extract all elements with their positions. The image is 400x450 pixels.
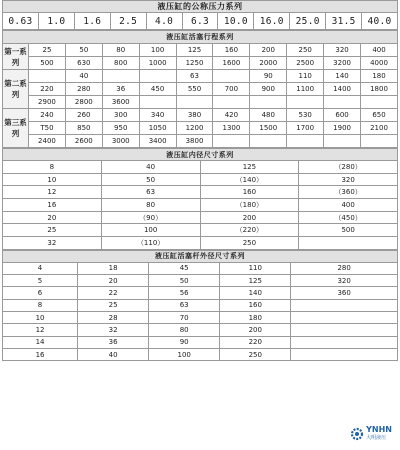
stroke-cell bbox=[139, 96, 176, 109]
rod-row bbox=[3, 348, 398, 360]
stroke-cell: 125 bbox=[176, 44, 213, 57]
stroke-cell: 1700 bbox=[287, 122, 324, 135]
pressure-value: 0.63 bbox=[3, 13, 39, 30]
stroke-row bbox=[3, 96, 398, 109]
stroke-cell: 480 bbox=[250, 109, 287, 122]
pressure-value: 10.0 bbox=[218, 13, 254, 30]
bore-cell: 32 bbox=[3, 237, 102, 250]
stroke-cell: 320 bbox=[324, 44, 361, 57]
stroke-cell: 4000 bbox=[361, 57, 398, 70]
bore-cell: 80 bbox=[101, 199, 200, 212]
bore-cell: 10 bbox=[3, 173, 102, 186]
stroke-row bbox=[3, 83, 398, 96]
stroke-cell: 1900 bbox=[324, 122, 361, 135]
rod-cell: 50 bbox=[149, 275, 220, 287]
rod-cell: 56 bbox=[149, 287, 220, 299]
stroke-cell: 2900 bbox=[29, 96, 66, 109]
stroke-cell bbox=[213, 70, 250, 83]
stroke-cell: 700 bbox=[213, 83, 250, 96]
pressure-value: 40.0 bbox=[362, 13, 398, 30]
stroke-cell: 100 bbox=[139, 44, 176, 57]
rod-cell: 250 bbox=[220, 348, 291, 360]
rod-cell: 90 bbox=[149, 336, 220, 348]
stroke-cell: 300 bbox=[102, 109, 139, 122]
stroke-cell: 50 bbox=[65, 44, 102, 57]
stroke-row bbox=[3, 44, 398, 57]
bore-cell: 25 bbox=[3, 224, 102, 237]
pressure-values-row bbox=[3, 13, 398, 30]
bore-row bbox=[3, 199, 398, 212]
rod-cell: 180 bbox=[220, 312, 291, 324]
brand-watermark bbox=[350, 426, 392, 442]
bore-row bbox=[3, 161, 398, 174]
stroke-cell: 2400 bbox=[29, 135, 66, 148]
bore-cell: 63 bbox=[101, 186, 200, 199]
stroke-cell: 250 bbox=[287, 44, 324, 57]
bore-cell: （90） bbox=[101, 211, 200, 224]
stroke-cell: 1050 bbox=[139, 122, 176, 135]
series-label: 第三系列 bbox=[3, 109, 29, 148]
stroke-cell: 600 bbox=[324, 109, 361, 122]
stroke-cell: 450 bbox=[139, 83, 176, 96]
stroke-cell: 850 bbox=[65, 122, 102, 135]
bore-cell: 40 bbox=[101, 161, 200, 174]
stroke-cell: 1800 bbox=[361, 83, 398, 96]
bore-cell: 125 bbox=[200, 161, 299, 174]
stroke-cell bbox=[324, 135, 361, 148]
rod-cell: 8 bbox=[3, 299, 78, 311]
rod-cell bbox=[291, 348, 398, 360]
bore-cell: （450） bbox=[299, 211, 398, 224]
stroke-cell: 900 bbox=[250, 83, 287, 96]
rod-cell bbox=[291, 312, 398, 324]
stroke-cell: 550 bbox=[176, 83, 213, 96]
bore-cell: 50 bbox=[101, 173, 200, 186]
stroke-cell: 800 bbox=[102, 57, 139, 70]
stroke-cell: 3600 bbox=[102, 96, 139, 109]
stroke-cell: 2600 bbox=[65, 135, 102, 148]
stroke-row bbox=[3, 57, 398, 70]
rod-cell: 32 bbox=[78, 324, 149, 336]
series-label: 第二系列 bbox=[3, 70, 29, 109]
pressure-value: 2.5 bbox=[110, 13, 146, 30]
stroke-cell bbox=[287, 135, 324, 148]
bore-cell: 16 bbox=[3, 199, 102, 212]
stroke-cell: 180 bbox=[361, 70, 398, 83]
stroke-cell: 3200 bbox=[324, 57, 361, 70]
bore-cell: 160 bbox=[200, 186, 299, 199]
rod-cell: 25 bbox=[78, 299, 149, 311]
stroke-cell bbox=[213, 96, 250, 109]
stroke-cell bbox=[139, 70, 176, 83]
stroke-cell bbox=[361, 135, 398, 148]
stroke-cell: 1200 bbox=[176, 122, 213, 135]
rod-cell: 125 bbox=[220, 275, 291, 287]
bore-cell: 250 bbox=[200, 237, 299, 250]
stroke-cell: 1250 bbox=[176, 57, 213, 70]
stroke-cell: 80 bbox=[102, 44, 139, 57]
stroke-cell: 110 bbox=[287, 70, 324, 83]
rod-cell bbox=[291, 336, 398, 348]
pressure-value: 25.0 bbox=[290, 13, 326, 30]
rod-cell: 5 bbox=[3, 275, 78, 287]
stroke-cell: 140 bbox=[324, 70, 361, 83]
brand-name: YNHN bbox=[366, 425, 392, 434]
rod-row bbox=[3, 336, 398, 348]
stroke-cell bbox=[29, 70, 66, 83]
rod-cell: 200 bbox=[220, 324, 291, 336]
nominal-pressure-table bbox=[2, 0, 398, 30]
stroke-cell: 650 bbox=[361, 109, 398, 122]
rod-cell: 6 bbox=[3, 287, 78, 299]
rod-row bbox=[3, 299, 398, 311]
bore-cell: （360） bbox=[299, 186, 398, 199]
bore-cell: 500 bbox=[299, 224, 398, 237]
stroke-cell: 40 bbox=[65, 70, 102, 83]
stroke-table-title: 液压缸活塞行程系列 bbox=[3, 31, 398, 44]
rod-cell: 16 bbox=[3, 348, 78, 360]
rod-cell: 10 bbox=[3, 312, 78, 324]
bore-cell: （180） bbox=[200, 199, 299, 212]
stroke-cell: 2100 bbox=[361, 122, 398, 135]
bore-row bbox=[3, 224, 398, 237]
rod-cell: 280 bbox=[291, 262, 398, 274]
stroke-cell bbox=[176, 96, 213, 109]
stroke-cell: 380 bbox=[176, 109, 213, 122]
bore-row bbox=[3, 237, 398, 250]
rod-cell bbox=[291, 299, 398, 311]
stroke-cell: T50 bbox=[29, 122, 66, 135]
stroke-cell bbox=[287, 96, 324, 109]
rod-cell: 4 bbox=[3, 262, 78, 274]
bore-cell: 12 bbox=[3, 186, 102, 199]
stroke-cell: 2000 bbox=[250, 57, 287, 70]
stroke-cell bbox=[102, 70, 139, 83]
stroke-cell bbox=[324, 96, 361, 109]
bore-cell: （110） bbox=[101, 237, 200, 250]
stroke-cell: 160 bbox=[213, 44, 250, 57]
stroke-cell: 420 bbox=[213, 109, 250, 122]
bore-row bbox=[3, 173, 398, 186]
rod-cell: 45 bbox=[149, 262, 220, 274]
stroke-row bbox=[3, 122, 398, 135]
spec-document bbox=[2, 0, 398, 361]
stroke-cell: 530 bbox=[287, 109, 324, 122]
bore-row bbox=[3, 186, 398, 199]
rod-cell: 320 bbox=[291, 275, 398, 287]
rod-cell: 360 bbox=[291, 287, 398, 299]
pressure-value: 4.0 bbox=[146, 13, 182, 30]
stroke-cell: 500 bbox=[29, 57, 66, 70]
pressure-value: 1.6 bbox=[74, 13, 110, 30]
rod-cell: 63 bbox=[149, 299, 220, 311]
stroke-cell: 3800 bbox=[176, 135, 213, 148]
bore-cell bbox=[299, 237, 398, 250]
stroke-cell: 240 bbox=[29, 109, 66, 122]
stroke-cell: 2800 bbox=[65, 96, 102, 109]
stroke-cell: 280 bbox=[65, 83, 102, 96]
stroke-cell: 25 bbox=[29, 44, 66, 57]
stroke-cell: 400 bbox=[361, 44, 398, 57]
stroke-cell: 3400 bbox=[139, 135, 176, 148]
pressure-value: 1.0 bbox=[38, 13, 74, 30]
stroke-row bbox=[3, 135, 398, 148]
rod-cell: 14 bbox=[3, 336, 78, 348]
rod-cell: 160 bbox=[220, 299, 291, 311]
bore-row bbox=[3, 211, 398, 224]
brand-subtitle: 大明液压 bbox=[366, 435, 387, 441]
rod-cell bbox=[291, 324, 398, 336]
rod-table-title: 液压缸活塞杆外径尺寸系列 bbox=[3, 250, 398, 262]
rod-cell: 110 bbox=[220, 262, 291, 274]
stroke-cell: 1500 bbox=[250, 122, 287, 135]
series-label: 第一系列 bbox=[3, 44, 29, 70]
rod-row bbox=[3, 287, 398, 299]
stroke-cell: 1600 bbox=[213, 57, 250, 70]
rod-cell: 18 bbox=[78, 262, 149, 274]
bore-cell: （140） bbox=[200, 173, 299, 186]
stroke-cell bbox=[250, 135, 287, 148]
stroke-cell: 1100 bbox=[287, 83, 324, 96]
rod-cell: 140 bbox=[220, 287, 291, 299]
stroke-row bbox=[3, 109, 398, 122]
piston-rod-diameter-table bbox=[2, 250, 398, 361]
pressure-value: 31.5 bbox=[326, 13, 362, 30]
stroke-cell: 1000 bbox=[139, 57, 176, 70]
rod-row bbox=[3, 324, 398, 336]
rod-row bbox=[3, 262, 398, 274]
stroke-cell: 63 bbox=[176, 70, 213, 83]
pressure-value: 6.3 bbox=[182, 13, 218, 30]
piston-stroke-table bbox=[2, 30, 398, 148]
stroke-cell: 3000 bbox=[102, 135, 139, 148]
rod-cell: 70 bbox=[149, 312, 220, 324]
rod-cell: 100 bbox=[149, 348, 220, 360]
bore-cell: 100 bbox=[101, 224, 200, 237]
bore-table-title: 液压缸内径尺寸系列 bbox=[3, 149, 398, 161]
stroke-cell: 260 bbox=[65, 109, 102, 122]
stroke-cell bbox=[361, 96, 398, 109]
pressure-table-title: 液压缸的公称压力系列 bbox=[3, 1, 398, 13]
rod-row bbox=[3, 275, 398, 287]
stroke-cell: 220 bbox=[29, 83, 66, 96]
stroke-cell: 200 bbox=[250, 44, 287, 57]
stroke-cell: 36 bbox=[102, 83, 139, 96]
rod-cell: 20 bbox=[78, 275, 149, 287]
bore-cell: 320 bbox=[299, 173, 398, 186]
bore-cell: 400 bbox=[299, 199, 398, 212]
stroke-cell: 630 bbox=[65, 57, 102, 70]
bore-cell: 8 bbox=[3, 161, 102, 174]
stroke-cell: 90 bbox=[250, 70, 287, 83]
stroke-cell bbox=[213, 135, 250, 148]
rod-cell: 220 bbox=[220, 336, 291, 348]
pressure-value: 16.0 bbox=[254, 13, 290, 30]
rod-cell: 22 bbox=[78, 287, 149, 299]
rod-row bbox=[3, 312, 398, 324]
stroke-row bbox=[3, 70, 398, 83]
bore-cell: （220） bbox=[200, 224, 299, 237]
gear-logo-icon bbox=[350, 427, 364, 441]
stroke-cell bbox=[250, 96, 287, 109]
rod-cell: 36 bbox=[78, 336, 149, 348]
stroke-cell: 2500 bbox=[287, 57, 324, 70]
cylinder-bore-table bbox=[2, 148, 398, 250]
stroke-cell: 1300 bbox=[213, 122, 250, 135]
bore-cell: 200 bbox=[200, 211, 299, 224]
rod-cell: 28 bbox=[78, 312, 149, 324]
bore-cell: （280） bbox=[299, 161, 398, 174]
rod-cell: 40 bbox=[78, 348, 149, 360]
bore-cell: 20 bbox=[3, 211, 102, 224]
rod-cell: 12 bbox=[3, 324, 78, 336]
stroke-cell: 340 bbox=[139, 109, 176, 122]
rod-cell: 80 bbox=[149, 324, 220, 336]
stroke-cell: 1400 bbox=[324, 83, 361, 96]
stroke-cell: 950 bbox=[102, 122, 139, 135]
